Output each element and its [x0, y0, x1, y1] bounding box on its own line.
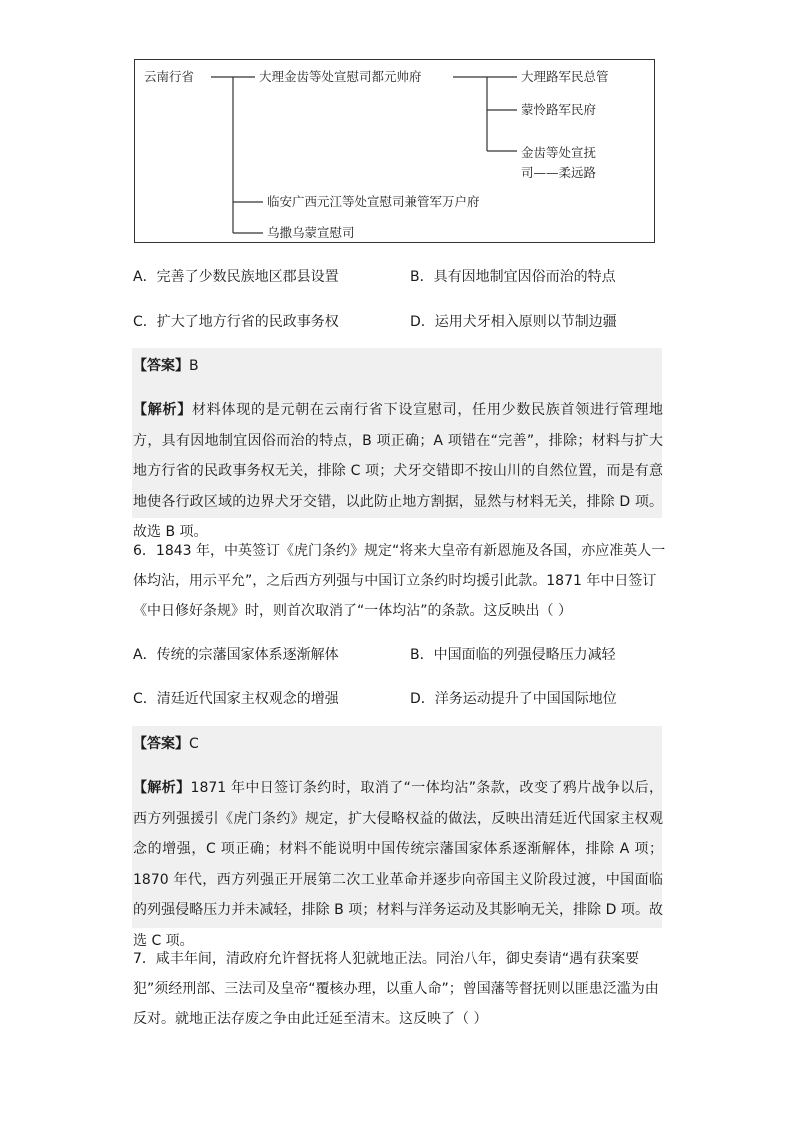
q7-stem: 7．咸丰年间，清政府允许督抚将人犯就地正法。同治八年，御史奏请“遇有获案要犯”须经刑部、三法司及皇帝“覆核办理，以重人命”；曾国藩等督抚则以匪患泛滥为由反对。就地正法存废之争由此迁延至清末。这反映了（ ）: [133, 951, 659, 1027]
q6-stem: 6．1843 年，中英签订《虎门条约》规定“将来大皇帝有新恩施及各国，亦应准英人一体均沾，用示平允”，之后西方列强与中国订立条约时均援引此款。1871 年中日签订《中日修好条规》时，则首次取消了“一体均沾”的条款。这反映出（ ）: [133, 543, 666, 619]
q5-option-a: A．完善了少数民族地区郡县设置: [133, 269, 339, 285]
level2-node-line2: 司——柔远路: [521, 165, 597, 180]
level1-node: 临安广西元江等处宣慰司兼管军万户府: [267, 194, 480, 209]
answer-tag: 【答案】: [133, 736, 189, 752]
level1-node: 乌撒乌蒙宣慰司: [267, 225, 355, 240]
q6-option-b: B．中国面临的列强侵略压力减轻: [410, 647, 616, 663]
q6-option-c: C．清廷近代国家主权观念的增强: [133, 691, 339, 707]
answer-tag: 【答案】: [133, 358, 189, 374]
level2-node-line1: 金齿等处宣抚: [521, 145, 597, 160]
analysis-text: 材料体现的是元朝在云南行省下设宣慰司，任用少数民族首领进行管理地方，具有因地制宜因俗而治的特点，B 项正确；A 项错在“完善”，排除；材料与扩大地方行省的民政事务权无关，排除 C 项；犬牙交错即不按山川的自然位置，而是有意地使各行政区域的边界犬牙交错，以此防止地方割据，显然与材料无关，排除 D 项。故选 B 项。: [133, 402, 664, 540]
administrative-structure-diagram: [134, 59, 655, 243]
answer-value: C: [189, 736, 199, 752]
q5-answer: [133, 356, 199, 376]
level1-node: 大理金齿等处宣慰司都元帅府: [259, 69, 422, 84]
q6-answer: [133, 734, 199, 754]
answer-value: B: [189, 358, 199, 374]
root-label: 云南行省: [144, 69, 195, 84]
q5-option-d: D．运用犬牙相入原则以节制边疆: [410, 314, 617, 330]
q6-option-d: D．洋务运动提升了中国国际地位: [410, 691, 617, 707]
q6-analysis: [133, 773, 663, 956]
q5-analysis: [133, 395, 663, 548]
q6-option-a: A．传统的宗藩国家体系逐渐解体: [133, 647, 339, 663]
level2-node: 蒙怜路军民府: [521, 102, 597, 117]
analysis-text: 1871 年中日签订条约时，取消了“一体均沾”条款，改变了鸦片战争以后，西方列强援引《虎门条约》规定，扩大侵略权益的做法，反映出清廷近代国家主权观念的增强，C 项正确；材料不能说明中国传统宗藩国家体系逐渐解体，排除 A 项；1870 年代，西方列强正开展第二次工业革命并逐步向帝国主义阶段过渡，中国面临的列强侵略压力并未减轻，排除 B 项；材料与洋务运动及其影响无关，排除 D 项。故选 C 项。: [133, 780, 664, 949]
q5-option-b: B．具有因地制宜因俗而治的特点: [410, 269, 616, 285]
analysis-tag: 【解析】: [133, 402, 192, 418]
analysis-tag: 【解析】: [133, 780, 191, 796]
level2-node: 大理路军民总管: [521, 69, 609, 84]
q5-option-c: C．扩大了地方行省的民政事务权: [133, 314, 339, 330]
